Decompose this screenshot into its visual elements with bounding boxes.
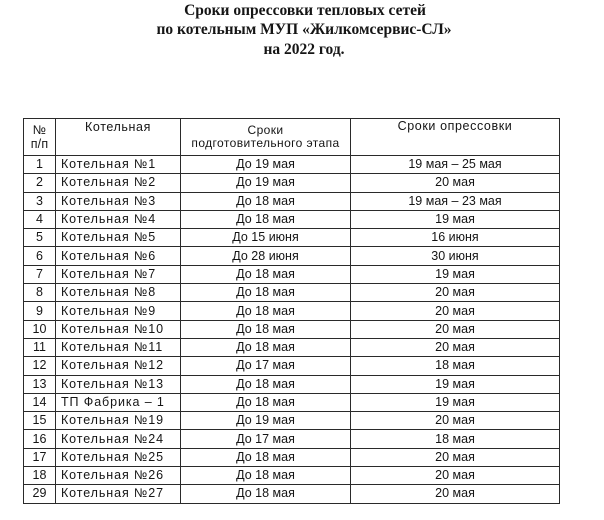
row-boiler-house: Котельная №12 (56, 357, 181, 375)
row-preparation-deadline: До 17 мая (181, 430, 351, 448)
row-boiler-house: Котельная №10 (56, 320, 181, 338)
row-boiler-house: Котельная №1 (56, 156, 181, 174)
table-row (24, 156, 560, 174)
row-pressure-test-dates: 20 мая (351, 412, 560, 430)
row-preparation-deadline: До 18 мая (181, 485, 351, 503)
row-pressure-test-dates: 20 мая (351, 448, 560, 466)
row-number: 6 (24, 247, 56, 265)
row-number: 1 (24, 156, 56, 174)
row-pressure-test-dates: 19 мая (351, 375, 560, 393)
row-boiler-house: Котельная №4 (56, 210, 181, 228)
row-boiler-house: Котельная №9 (56, 302, 181, 320)
row-number: 5 (24, 229, 56, 247)
row-preparation-deadline: До 18 мая (181, 393, 351, 411)
row-number: 14 (24, 393, 56, 411)
row-number: 17 (24, 448, 56, 466)
row-preparation-deadline: До 19 мая (181, 156, 351, 174)
row-preparation-deadline: До 18 мая (181, 467, 351, 485)
header-pressure-test-dates: Сроки опрессовки (351, 119, 560, 156)
table-row (24, 265, 560, 283)
row-pressure-test-dates: 19 мая – 25 мая (351, 156, 560, 174)
row-pressure-test-dates: 19 мая (351, 393, 560, 411)
row-preparation-deadline: До 18 мая (181, 192, 351, 210)
document-title-line-3: на 2022 год. (263, 41, 345, 58)
row-number: 13 (24, 375, 56, 393)
row-number: 2 (24, 174, 56, 192)
row-pressure-test-dates: 16 июня (351, 229, 560, 247)
row-boiler-house: Котельная №26 (56, 467, 181, 485)
table-row (24, 430, 560, 448)
table-row (24, 357, 560, 375)
row-number: 18 (24, 467, 56, 485)
row-preparation-deadline: До 18 мая (181, 320, 351, 338)
row-number: 8 (24, 284, 56, 302)
row-preparation-deadline: До 18 мая (181, 265, 351, 283)
row-preparation-deadline: До 19 мая (181, 174, 351, 192)
table-row (24, 375, 560, 393)
row-pressure-test-dates: 20 мая (351, 174, 560, 192)
pressure-test-schedule-table (23, 118, 560, 504)
row-number: 4 (24, 210, 56, 228)
row-number: 7 (24, 265, 56, 283)
row-boiler-house: Котельная №13 (56, 375, 181, 393)
row-number: 29 (24, 485, 56, 503)
table-row (24, 229, 560, 247)
row-boiler-house: Котельная №2 (56, 174, 181, 192)
row-boiler-house: Котельная №6 (56, 247, 181, 265)
row-pressure-test-dates: 18 мая (351, 430, 560, 448)
row-number: 12 (24, 357, 56, 375)
row-pressure-test-dates: 18 мая (351, 357, 560, 375)
row-number: 16 (24, 430, 56, 448)
row-preparation-deadline: До 19 мая (181, 412, 351, 430)
table-row (24, 393, 560, 411)
row-pressure-test-dates: 30 июня (351, 247, 560, 265)
table-row (24, 247, 560, 265)
row-preparation-deadline: До 18 мая (181, 302, 351, 320)
row-boiler-house: Котельная №8 (56, 284, 181, 302)
table-row (24, 485, 560, 503)
table-row (24, 338, 560, 356)
row-pressure-test-dates: 20 мая (351, 284, 560, 302)
row-boiler-house: Котельная №3 (56, 192, 181, 210)
row-number: 11 (24, 338, 56, 356)
row-boiler-house: Котельная №24 (56, 430, 181, 448)
row-number: 10 (24, 320, 56, 338)
row-number: 9 (24, 302, 56, 320)
row-boiler-house: Котельная №19 (56, 412, 181, 430)
table-row (24, 284, 560, 302)
row-preparation-deadline: До 15 июня (181, 229, 351, 247)
row-preparation-deadline: До 28 июня (181, 247, 351, 265)
row-boiler-house: Котельная №25 (56, 448, 181, 466)
row-pressure-test-dates: 20 мая (351, 320, 560, 338)
row-boiler-house: Котельная №5 (56, 229, 181, 247)
row-preparation-deadline: До 18 мая (181, 338, 351, 356)
table-row (24, 302, 560, 320)
row-preparation-deadline: До 18 мая (181, 448, 351, 466)
row-pressure-test-dates: 19 мая (351, 210, 560, 228)
table-row (24, 174, 560, 192)
table-row (24, 210, 560, 228)
row-boiler-house: ТП Фабрика – 1 (56, 393, 181, 411)
row-preparation-deadline: До 17 мая (181, 357, 351, 375)
row-boiler-house: Котельная №11 (56, 338, 181, 356)
table-header-row (24, 119, 560, 156)
row-number: 3 (24, 192, 56, 210)
row-preparation-deadline: До 18 мая (181, 210, 351, 228)
row-boiler-house: Котельная №7 (56, 265, 181, 283)
row-preparation-deadline: До 18 мая (181, 284, 351, 302)
document-title-line-1: Сроки опрессовки тепловых сетей (184, 2, 426, 19)
header-boiler-house: Котельная (56, 119, 181, 156)
row-pressure-test-dates: 19 мая – 23 мая (351, 192, 560, 210)
table-row (24, 467, 560, 485)
table-row (24, 448, 560, 466)
row-pressure-test-dates: 20 мая (351, 485, 560, 503)
row-number: 15 (24, 412, 56, 430)
row-pressure-test-dates: 19 мая (351, 265, 560, 283)
row-pressure-test-dates: 20 мая (351, 338, 560, 356)
row-pressure-test-dates: 20 мая (351, 302, 560, 320)
header-preparation-deadline: Сроки подготовительного этапа (181, 119, 351, 156)
header-num: № п/п (24, 119, 56, 156)
table-row (24, 412, 560, 430)
row-pressure-test-dates: 20 мая (351, 467, 560, 485)
table-row (24, 192, 560, 210)
row-boiler-house: Котельная №27 (56, 485, 181, 503)
document-title-line-2: по котельным МУП «Жилкомсервис-СЛ» (156, 21, 452, 38)
row-preparation-deadline: До 18 мая (181, 375, 351, 393)
table-row (24, 320, 560, 338)
